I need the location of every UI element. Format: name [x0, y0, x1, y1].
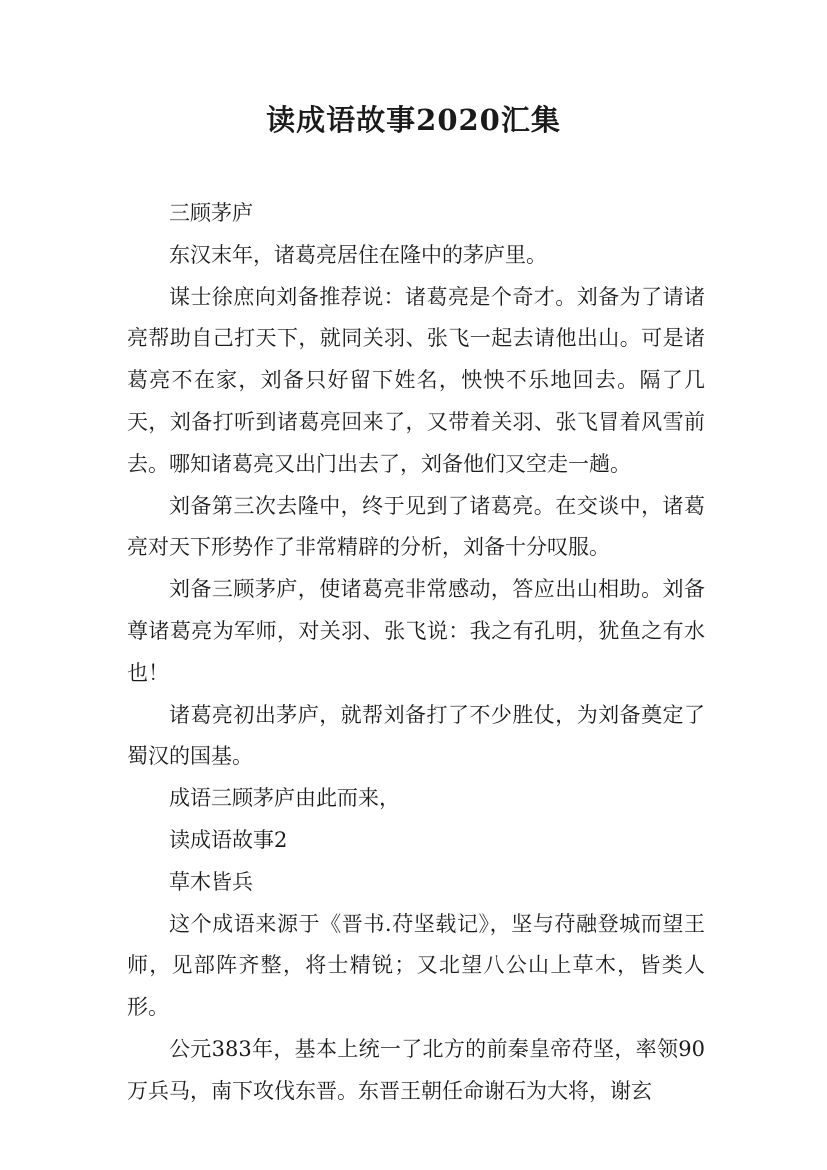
paragraph: 东汉末年，诸葛亮居住在隆中的茅庐里。	[169, 242, 547, 267]
paragraph: 成语三顾茅庐由此而来，	[169, 786, 400, 811]
paragraph: 刘备三顾茅庐，使诸葛亮非常感动，答应出山相助。刘备尊诸葛亮为军师，对关羽、张飞说：我之有孔明，犹鱼之有水也！	[127, 577, 705, 685]
paragraph: 谋士徐庶向刘备推荐说：诸葛亮是个奇才。刘备为了请诸亮帮助自己打天下，就同关羽、张飞一起去请他出山。可是诸葛亮不在家，刘备只好留下姓名，怏怏不乐地回去。隔了几天，刘备打听到诸葛亮回来了，又带着关羽、张飞冒着风雪前去。哪知诸葛亮又出门出去了，刘备他们又空走一趟。	[127, 284, 705, 476]
paragraph: 这个成语来源于《晋书.苻坚载记》，坚与苻融登城而望王师，见部阵齐整，将士精锐；又北望八公山上草木，皆类人形。	[127, 911, 705, 1020]
section-heading: 读成语故事2	[169, 827, 288, 852]
section-heading: 三顾茅庐	[169, 201, 253, 225]
section-heading: 草木皆兵	[169, 869, 253, 894]
paragraph: 刘备第三次去隆中，终于见到了诸葛亮。在交谈中，诸葛亮对天下形势作了非常精辟的分析，刘备十分叹服。	[127, 493, 705, 560]
paragraph: 公元383年，基本上统一了北方的前秦皇帝苻坚，率领90万兵马，南下攻伐东晋。东晋王朝任命谢石为大将，谢玄	[127, 1036, 705, 1103]
paragraph: 诸葛亮初出茅庐，就帮刘备打了不少胜仗，为刘备奠定了蜀汉的国基。	[127, 702, 705, 769]
document-body	[127, 193, 705, 1113]
document-title: 读成语故事2020汇集	[266, 103, 561, 137]
